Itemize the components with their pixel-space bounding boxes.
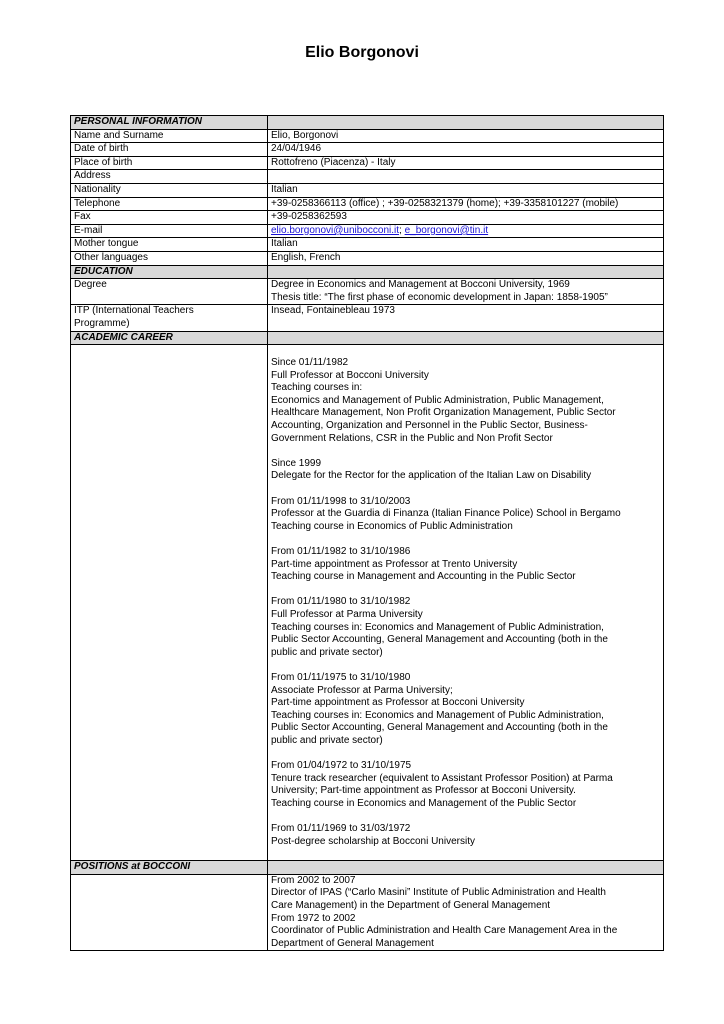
career-line: Teaching courses in: <box>271 382 363 394</box>
career-entries <box>268 345 664 861</box>
career-line: Teaching course in Management and Accounting in the Public Sector <box>271 571 576 583</box>
section-positions: POSITIONS at BOCCONI <box>71 861 268 875</box>
career-line: Teaching course in Economics and Management of the Public Sector <box>271 797 577 809</box>
position-line: Care Management) in the Department of General Management <box>271 900 551 912</box>
career-entry <box>271 672 660 748</box>
mother-tongue-label: Mother tongue <box>71 238 268 252</box>
career-line: Tenure track researcher (equivalent to Assistant Professor Position) at Parma <box>271 772 613 784</box>
career-line: Full Professor at Parma University <box>271 608 423 620</box>
dob-value: 24/04/1946 <box>268 143 664 157</box>
table-row <box>71 183 664 197</box>
career-entry <box>271 496 660 534</box>
other-languages-value: English, French <box>268 251 664 265</box>
career-line: Part-time appointment as Professor at Trento University <box>271 558 518 570</box>
career-line: Post-degree scholarship at Bocconi University <box>271 835 475 847</box>
table-row <box>71 156 664 170</box>
career-entry <box>271 546 660 584</box>
table-row <box>71 305 664 331</box>
career-line: From 01/11/1982 to 31/10/1986 <box>271 546 411 557</box>
table-row <box>71 279 664 305</box>
section-career: ACADEMIC CAREER <box>71 331 268 345</box>
itp-value: Insead, Fontainebleau 1973 <box>268 305 664 331</box>
table-row <box>71 251 664 265</box>
position-line: Director of IPAS (“Carlo Masini” Institute of Public Administration and Health <box>271 887 606 899</box>
section-header-row <box>71 331 664 345</box>
career-line: From 01/11/1975 to 31/10/1980 <box>271 671 411 683</box>
section-personal: PERSONAL INFORMATION <box>71 116 268 130</box>
dob-label: Date of birth <box>71 143 268 157</box>
fax-label: Fax <box>71 211 268 225</box>
table-row <box>71 211 664 225</box>
address-label: Address <box>71 170 268 184</box>
career-line: University; Part-time appointment as Professor at Bocconi University. <box>271 785 576 797</box>
email-separator: ; <box>399 224 402 236</box>
positions-entries <box>268 874 664 951</box>
table-row <box>71 143 664 157</box>
email-link-secondary[interactable]: e_borgonovi@tin.it <box>404 224 489 236</box>
table-row <box>71 197 664 211</box>
career-line: Economics and Management of Public Administration, Public Management, <box>271 394 604 406</box>
email-label: E-mail <box>71 224 268 238</box>
career-line: Since 01/11/1982 <box>271 357 349 369</box>
career-entry <box>271 823 660 848</box>
career-line: Teaching course in Economics of Public Administration <box>271 520 513 532</box>
pob-label: Place of birth <box>71 156 268 170</box>
career-line: Full Professor at Bocconi University <box>271 369 429 381</box>
career-line: From 01/11/1998 to 31/10/2003 <box>271 495 411 507</box>
career-line: Public Sector Accounting, General Management and Accounting (both in the <box>271 722 608 734</box>
position-line: Coordinator of Public Administration and Health Care Management Area in the <box>271 925 618 937</box>
career-entry <box>271 760 660 810</box>
career-line: Associate Professor at Parma University; <box>271 684 453 696</box>
career-line: Teaching courses in: Economics and Management of Public Administration, <box>271 621 604 633</box>
table-row <box>71 238 664 252</box>
table-row <box>71 874 664 951</box>
career-line: Government Relations, CSR in the Public and Non Profit Sector <box>271 432 553 444</box>
career-line: public and private sector) <box>271 646 383 658</box>
table-row <box>71 224 664 238</box>
position-line: From 1972 to 2002 <box>271 912 356 924</box>
table-row <box>71 129 664 143</box>
career-line: Teaching courses in: Economics and Management of Public Administration, <box>271 709 604 721</box>
career-line: From 01/11/1980 to 31/10/1982 <box>271 596 411 608</box>
email-link-primary[interactable]: elio.borgonovi@unibocconi.it <box>271 224 400 236</box>
career-line: From 01/11/1969 to 31/03/1972 <box>271 823 411 835</box>
fax-value: +39-0258362593 <box>268 211 664 225</box>
telephone-label: Telephone <box>71 197 268 211</box>
section-education: EDUCATION <box>71 265 268 279</box>
career-line: Since 1999 <box>271 457 322 469</box>
career-line: Public Sector Accounting, General Management and Accounting (both in the <box>271 634 608 646</box>
position-line: Department of General Management <box>271 937 434 949</box>
career-line: Professor at the Guardia di Finanza (Italian Finance Police) School in Bergamo <box>271 508 621 520</box>
document-title: Elio Borgonovi <box>305 44 419 61</box>
career-line: Healthcare Management, Non Profit Organization Management, Public Sector <box>271 407 616 419</box>
section-header-row <box>71 861 664 875</box>
itp-label: ITP (International Teachers Programme) <box>71 305 268 331</box>
telephone-value: +39-0258366113 (office) ; +39-0258321379 (home); +39-3358101227 (mobile) <box>268 197 664 211</box>
name-value: Elio, Borgonovi <box>268 129 664 143</box>
career-entry <box>271 458 660 483</box>
degree-label: Degree <box>71 279 268 305</box>
table-row <box>71 345 664 861</box>
section-header-row <box>71 265 664 279</box>
other-languages-label: Other languages <box>71 251 268 265</box>
career-line: Accounting, Organization and Personnel in the Public Sector, Business- <box>271 420 588 432</box>
section-header-row <box>71 116 664 130</box>
degree-line: Degree in Economics and Management at Bocconi University, 1969 <box>271 279 570 291</box>
thesis-line: Thesis title: “The first phase of economic development in Japan: 1858-1905” <box>271 291 608 303</box>
position-line: From 2002 to 2007 <box>271 874 356 886</box>
address-value <box>268 170 664 184</box>
name-label: Name and Surname <box>71 129 268 143</box>
email-value <box>268 224 664 238</box>
career-entry <box>271 596 660 659</box>
table-row <box>71 170 664 184</box>
pob-value: Rottofreno (Piacenza) - Italy <box>268 156 664 170</box>
nationality-label: Nationality <box>71 183 268 197</box>
nationality-value: Italian <box>268 183 664 197</box>
mother-tongue-value: Italian <box>268 238 664 252</box>
cv-table <box>70 115 664 951</box>
career-line: Part-time appointment as Professor at Bocconi University <box>271 697 525 709</box>
career-line: Delegate for the Rector for the application of the Italian Law on Disability <box>271 470 592 482</box>
degree-value <box>268 279 664 305</box>
career-line: public and private sector) <box>271 734 383 746</box>
career-entry <box>271 357 660 445</box>
career-line: From 01/04/1972 to 31/10/1975 <box>271 760 412 772</box>
